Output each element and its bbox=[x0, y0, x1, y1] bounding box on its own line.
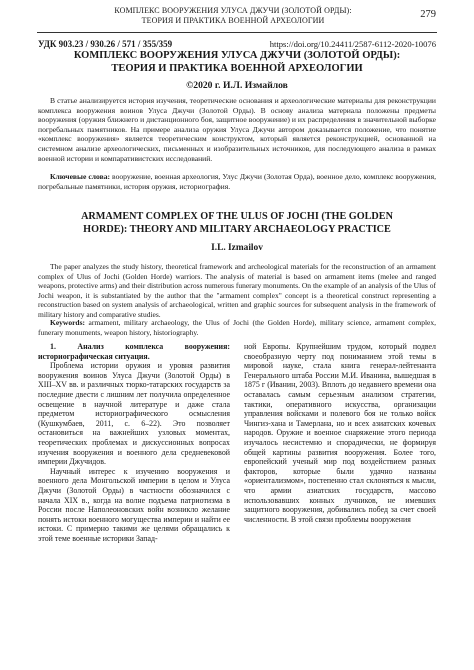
body-column-right bbox=[244, 342, 436, 524]
keywords-en-label: Keywords: bbox=[50, 318, 85, 327]
article-title-ru bbox=[38, 50, 436, 75]
body-paragraph: Проблема истории оружия и уровня развития вооружения воинов Улуса Джучи (Золотой Орды) в XIII–XV вв. и различных тюрко-татарских государств за последние двести с лишним лет получила определенное освещение в научной литературе и даже стала предметом историографического осмысления (Кушкумбаев, 2011, с. 6–22). Это позволяет остановиться на важнейших узловых моментах, теоретических проблемах и дискуссионных вопросах изучения вооружения и военного дела средневековой империи Джучидов. bbox=[38, 361, 230, 467]
udc-code: УДК 903.23 / 930.26 / 571 / 355/359 bbox=[38, 39, 173, 49]
author-en: I.L. Izmailov bbox=[211, 243, 263, 253]
body-paragraph: ной Европы. Крупнейшим трудом, который подвел своеобразную черту под пониманием этой темы в мировой науке, стала книга генерал-лейтенанта Генерального штаба России М.И. Иванина, вышедшая в 1875 г (Иванин, 2003). Вплоть до недавнего времени она оставалась самым серьезным анализом стратегии, тактики, оперативного искусства, организации управления войсками и полевого боя не только войск Чингиз-хана и Тамерлана, но и всех азиатских кочевых народов. Оружие и военное снаряжение этого периода изучалось несистемно и спорадически, не формируя общей картины развития вооружения. Более того, европейский ученый мир под воздействием разных факторов, которые были удачно названы «ориентализмом», постепенно стал склоняться к мысли, что армии азиатских государств, массово использовавших конных лучников, не имевших защитного вооружения, добивались побед за счет своей численности. В этой связи проблемы вооружения bbox=[244, 342, 436, 524]
keywords-ru bbox=[38, 172, 436, 191]
header-divider bbox=[37, 32, 437, 33]
section-heading: 1. Анализ комплекса вооружения: историографическая ситуация. bbox=[38, 342, 230, 361]
keywords-ru-text: вооружение, военная археология, Улус Джучи (Золотая Орда), военное дело, комплекс вооружения, погребальные памятники, история оружия, историография. bbox=[38, 172, 436, 191]
article-title-ru-line-2: ТЕОРИЯ И ПРАКТИКА ВОЕННОЙ АРХЕОЛОГИИ bbox=[111, 62, 363, 74]
article-title-en-line-1: ARMAMENT COMPLEX OF THE ULUS OF JOCHI (THE GOLDEN bbox=[81, 211, 393, 222]
author-ru: ©2020 г. И.Л. Измайлов bbox=[186, 80, 288, 91]
article-title-en-line-2: HORDE): THEORY AND MILITARY ARCHAEOLOGY PRACTICE bbox=[83, 224, 391, 235]
keywords-en bbox=[38, 318, 436, 337]
article-title-ru-line-1: КОМПЛЕКС ВООРУЖЕНИЯ УЛУСА ДЖУЧИ (ЗОЛОТОЙ ОРДЫ): bbox=[73, 50, 401, 61]
article-title-en bbox=[38, 210, 436, 236]
running-head bbox=[83, 6, 383, 26]
body-column-left bbox=[38, 342, 230, 543]
abstract-en: The paper analyzes the study history, theoretical framework and archeological materials for the reconstruction of an armament complex of Ulus of Jochi (Golden Horde) warriors. The analysis of material is based on armament items (melee and ranged weapons, protective arms) and their distribution across numerous funerary monuments. On the example of an analysis of the Ulus of Jochi weapon, it is substantiated by the author that the "armament complex" concept is a theoretical construct representing a reconstruction based on system analysis of archaeological, written and graphic sources for subsequent analysis in the framework of military history and comparative studies. bbox=[38, 262, 436, 319]
running-head-line-2: ТЕОРИЯ И ПРАКТИКА ВОЕННОЙ АРХЕОЛОГИИ bbox=[141, 16, 325, 25]
abstract-ru: В статье анализируется история изучения, теоретические основания и археологические материалы для реконструкции комплекса вооружения воинов Улуса Джучи (Золотой Орды). В основу анализа материала положены предметы вооружения (оружия ближнего и дистанционного боя, защитное вооружение) и их распределения в значительной выборке погребальных памятников. На примере анализа оружия Улуса Джучи автором доказывается положение, что понятие «комплекс вооружения» является теоретическим конструктом, который является реконструкцией, основанной на системном анализе археологических, письменных и изобразительных источников, для последующего анализа в рамках военной истории и компаративистских исследований. bbox=[38, 96, 436, 163]
doi-link[interactable]: https://doi.org/10.24411/2587-6112-2020-10076 bbox=[269, 39, 436, 49]
page-number: 279 bbox=[420, 9, 436, 20]
keywords-ru-label: Ключевые слова: bbox=[50, 172, 111, 181]
running-head-line-1: КОМПЛЕКС ВООРУЖЕНИЯ УЛУСА ДЖУЧИ (ЗОЛОТОЙ ОРДЫ): bbox=[114, 6, 352, 15]
keywords-en-text: armament, military archaeology, the Ulus of Jochi (the Golden Horde), military science, armament complex, funerary monuments, weapon history, historiography. bbox=[38, 318, 436, 337]
body-paragraph: Научный интерес к изучению вооружения и военного дела Монгольской империи в целом и Улуса Джучи (Золотой Орды) в частности обозначился с начала XIX в., когда на волне подъема патриотизма в России после Наполеоновских войн возникло желание понять истоки военного могущества империи и найти ее истоки. С примерно такими же целями обращались к этой теме военные историки Запад- bbox=[38, 466, 230, 543]
